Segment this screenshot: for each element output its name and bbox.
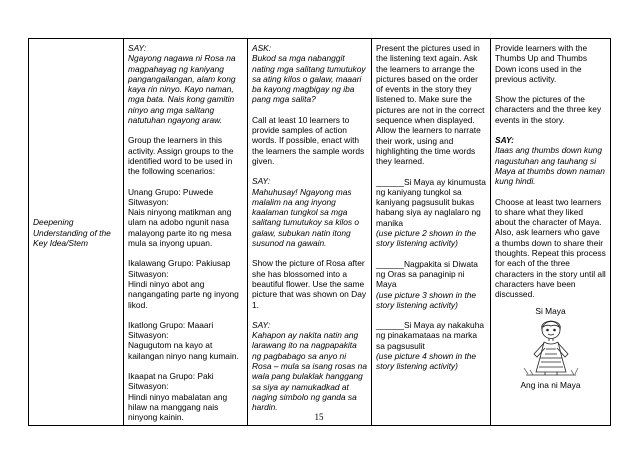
column-4-cell	[491, 39, 611, 426]
call-instructions: Call at least 10 learners to provide samples of action words. If possible, enact with the learners the sample words given.	[252, 114, 365, 166]
group-scenario: Hindi ninyo mabalatan ang hilaw na manggang nais ninyong kainin.	[128, 391, 228, 423]
ask-text: Bukod sa mga nabanggit nating mga salitang tumutukoy sa ating kilos o galaw, maaari ba kayong magbigay ng iba pang mga salita?	[252, 53, 366, 105]
say-heading: SAY:	[252, 319, 271, 330]
say-text: Ngayong nagawa ni Rosa na magpahayag ng kaniyang pangangailangan, alam kong kaya rin ninyo. Kayo naman, mga bata. Nais kong gamitin ninyo ang mga salitang natutuhan ngayong araw.	[128, 53, 236, 126]
group-scenario: Nais ninyong matikman ang ulam na adobo ngunit nasa malayong parte ito ng mesa mula sa inyong upuan.	[128, 207, 232, 249]
arrange-instructions: Present the pictures used in the listening text again. Ask the learners to arrange the pictures based on the order of events in the story they listened to. Make sure the pictures are not in the correct sequence when displayed. Allow the learners to narrate their work, using and highlighting the time words they learned.	[376, 43, 485, 167]
show-instructions: Show the picture of Rosa after she has blossomed into a beautiful flower. Use the same picture that was shown on Day 1.	[252, 258, 367, 310]
say-text: Itaas ang thumbs down kung nagustuhan ang tauhang si Maya at thumbs down naman kung hindi.	[495, 145, 605, 187]
event-item: ______Nagpakita si Diwata ng Oras sa panaginip ni Maya	[376, 258, 478, 290]
row-label-cell	[29, 39, 124, 426]
event-note: (use picture 2 shown in the story listening activity)	[376, 228, 477, 249]
ask-heading: ASK:	[252, 43, 272, 53]
figure-label-mother: Ang ina ni Maya	[520, 379, 581, 390]
lesson-plan-table	[28, 38, 611, 426]
say-heading: SAY:	[128, 43, 147, 53]
group-title: Ikalawang Grupo: Pakiusap Sitwasyon:	[128, 258, 231, 279]
table-row	[29, 39, 611, 426]
group-title: Ikatlong Grupo: Maaari Sitwasyon:	[128, 319, 214, 341]
say-text: Kahapon ay nakita natin ang larawang ito na nagpapakita ng pagbabago sa anyo ni Rosa – mula sa isang rosas na wala pang bulaklak hanggang sa siya ay namukadkad at naging simbolo ng ganda sa hardin.	[252, 330, 367, 413]
figure-label-maya: Si Maya	[535, 305, 566, 316]
column-1-cell	[124, 39, 248, 426]
row-label: Deepening Understanding of the Key Idea/Stem	[33, 217, 111, 248]
say-heading: SAY:	[252, 176, 271, 187]
group-title: Unang Grupo: Puwede Sitwasyon:	[128, 186, 214, 207]
say-text: Mahuhusay! Ngayong mas malalim na ang inyong kaalaman tungkol sa mga salitang tumutukoy sa kilos o galaw, subukan natin itong susunod na gawain.	[252, 186, 360, 249]
event-note: (use picture 4 shown in the story listening activity)	[376, 351, 477, 372]
group-scenario: Hindi ninyo abot ang nangangating parte ng inyong likod.	[128, 278, 239, 310]
page-number: 15	[314, 412, 324, 422]
mother-illustration	[516, 318, 586, 376]
event-item: ______Si Maya ay nakakuha ng pinakamataas na marka sa pagsusulit	[376, 320, 485, 351]
column-2-cell	[248, 39, 372, 426]
show-instructions: Show the pictures of the characters and the three key events in the story.	[495, 94, 602, 125]
choose-instructions: Choose at least two learners to share what they liked about the character of Maya. Also, ask learners who gave a thumbs down to share their thoughts. Repeat this process for each of the three characters in the story until all characters have been discussed.	[495, 196, 606, 300]
group-scenario: Nagugutom na kayo at kailangan ninyo nang kumain.	[128, 340, 239, 361]
event-note: (use picture 3 shown in the story listening activity)	[376, 289, 477, 310]
group-instructions: Group the learners in this activity. Assign groups to the identified word to be used in the following scenarios:	[128, 135, 234, 177]
group-title: Ikaapat na Grupo: Paki Sitwasyon:	[128, 371, 214, 392]
event-item: ______Si Maya ay kinumusta ng kaniyang tungkol sa kaniyang pagsusulit bukas habang siya ay naglalaro ng manika	[376, 176, 486, 228]
column-3-cell	[372, 39, 491, 426]
provide-instructions: Provide learners with the Thumbs Up and Thumbs Down icons used in the previous activity.	[495, 43, 588, 84]
say-heading: SAY:	[495, 135, 514, 146]
